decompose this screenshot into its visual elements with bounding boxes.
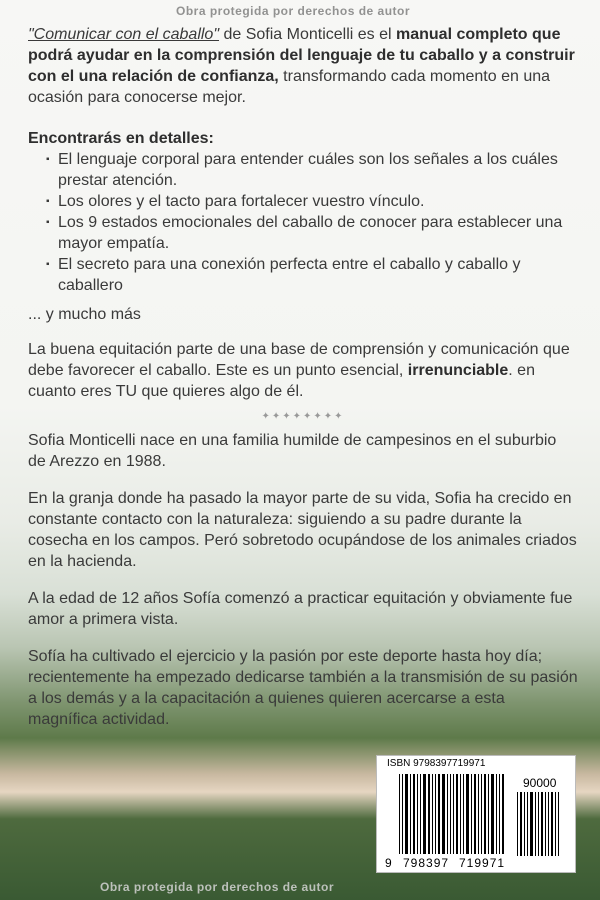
barcode-bar [502,774,504,854]
back-cover-text [28,24,578,730]
barcode-bar [484,774,486,854]
intro-rest: transformando cada momento en una ocasión para conocerse mejor. [28,68,551,106]
barcode-bar [463,774,464,854]
details-list [46,149,578,296]
barcode-bar [530,792,533,856]
barcode-digits-right: 719971 [459,856,506,870]
watermark-bottom: Obra protegida por derechos de autor [100,880,335,894]
list-item: ▪ El lenguaje corporal para entender cuáles son los señales a los cuáles prestar atención. [46,149,578,191]
barcode-bar [413,774,415,854]
barcode-digit-first: 9 [385,856,392,870]
barcode-bar [471,774,472,854]
equitation-pre: La buena equitación parte de una base de comprensión y comunicación que debe favorecer el caballo. Este es un punto esencial, [28,341,570,379]
barcode-bar [435,774,436,854]
barcode-bar [423,774,426,854]
barcode-bar [545,792,546,856]
bio-paragraph: Sofía ha cultivado el ejercicio y la pasión por este deporte hasta hoy día; recientemente ha empezado dedicarse también a la transmisión de su pasión a los demás y a la capacitación a quienes quieren acercarse a esta magnífica actividad. [28,648,578,728]
list-item: ▪ Los 9 estados emocionales del caballo de conocer para establecer una mayor empatía. [46,212,578,254]
barcode-bar [496,774,497,854]
barcode-bar [524,792,525,856]
barcode-bar [481,774,482,854]
barcode-bar [466,774,469,854]
barcode-bar [478,774,479,854]
barcode-bar [417,774,418,854]
barcode-bar [399,774,400,854]
isbn-label: ISBN 9798397719971 [387,758,486,769]
price-code: 90000 [523,776,557,790]
bio-paragraph: En la granja donde ha pasado la mayor parte de su vida, Sofia ha crecido en constante contacto con la naturaleza: siguiendo a su padre durante la cosecha en los campos. Peró sobretodo ocupándose de los animales criados en la hacienda. [28,490,577,570]
barcode-bar [517,792,518,856]
barcode-bar [460,774,461,854]
intro-mid: de Sofia Monticelli es el [219,26,396,43]
barcode-bar [432,774,433,854]
barcode-bar [488,774,489,854]
barcode-bar [420,774,421,854]
barcode-bar [442,774,445,854]
barcode-bar [551,792,553,856]
details-heading: Encontrarás en detalles: [28,130,214,147]
barcode-bar [410,774,411,854]
barcode-bar [558,792,559,856]
barcode-bar [520,792,522,856]
divider: ✦✦✦✦✦✦✦✦ [261,411,345,422]
watermark-top: Obra protegida por derechos de autor [176,4,411,18]
barcode-bar [456,774,458,854]
barcode-bar [405,774,408,854]
barcode-bar [453,774,454,854]
list-item: ▪ Los olores y el tacto para fortalecer vuestro vínculo. [46,191,578,212]
barcode-bar [491,774,494,854]
barcode-bar [548,792,549,856]
barcode-bar [474,774,476,854]
barcode-bar [402,774,403,854]
barcode-digits-left: 798397 [403,856,450,870]
barcode-bar [555,792,556,856]
barcode-bar [428,774,430,854]
bio-paragraph: A la edad de 12 años Sofía comenzó a practicar equitación y obviamente fue amor a primera vista. [28,590,573,628]
equitation-post: . en cuanto eres TU que quieres algo de él. [28,362,535,400]
price-bars [517,792,561,856]
equitation-paragraph [28,339,578,402]
barcode-bar [538,792,539,856]
list-item: ▪ El secreto para una conexión perfecta entre el caballo y caballo y caballero [46,254,578,296]
barcode-bar [447,774,448,854]
barcode-bar [450,774,451,854]
barcode-bar [535,792,536,856]
isbn-barcode [376,755,576,873]
intro-paragraph [28,24,578,108]
barcode-bar [527,792,528,856]
barcode-bar [541,792,543,856]
bio-paragraph: Sofia Monticelli nace en una familia humilde de campesinos en el suburbio de Arezzo en 1988. [28,432,557,470]
barcode-bar [499,774,500,854]
equitation-bold: irrenunciable [407,362,509,379]
intro-bold: manual completo que podrá ayudar en la comprensión del lenguaje de tu caballo y a construir con el una relación de confianza, [28,26,575,85]
more-text: ... y mucho más [28,306,141,323]
book-title: "Comunicar con el caballo" [28,26,220,43]
barcode-bar [438,774,440,854]
barcode-bars [399,774,506,854]
